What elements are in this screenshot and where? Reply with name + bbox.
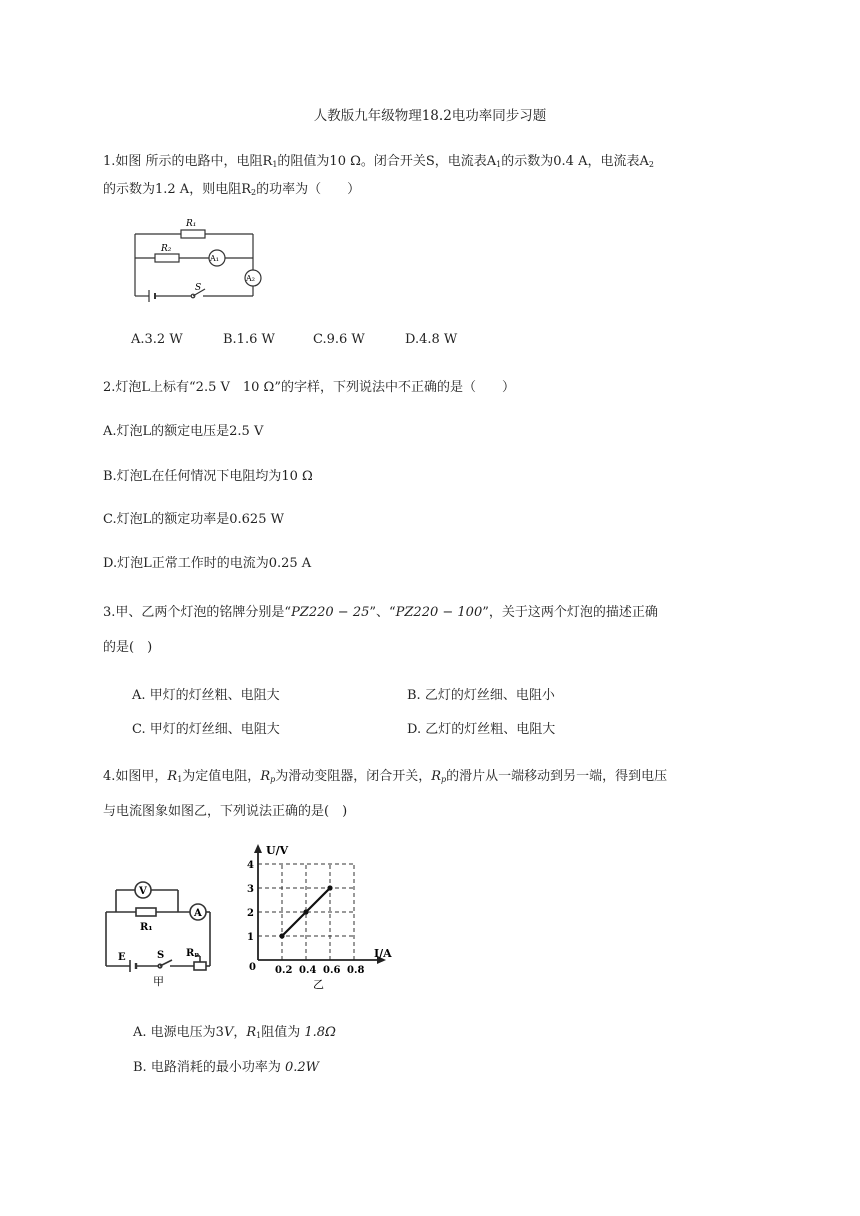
q2-option-b: B.灯泡L在任何情况下电阻均为10 Ω: [103, 469, 313, 484]
q1-option-b: B.1.6 W: [223, 332, 275, 347]
data-point: [327, 885, 332, 890]
r2-label: R₂: [161, 244, 172, 254]
r1-label: R₁: [140, 922, 153, 933]
y-tick-label: 3: [247, 884, 254, 895]
q4-option-b: B. 电路消耗的最小功率为 0.2W: [133, 1060, 320, 1075]
q4-circuit-diagram: [98, 872, 222, 990]
a1-label: A₁: [210, 254, 219, 263]
q1-options: [131, 332, 457, 347]
q4-ui-graph: [244, 836, 404, 992]
switch-label: S: [195, 283, 202, 293]
q2-stem: 2.灯泡L上标有“2.5 V 10 Ω”的字样，下列说法中不正确的是（ ）: [103, 380, 515, 395]
q1-stem-line1: 1.如图 所示的电路中，电阻$R_1$的阻值为10 Ω。闭合开关S，电流表$A_1$的示数为0.4 A，电流表$A_2$: [103, 154, 654, 169]
q1-stem-line2: 的示数为1.2 A，则电阻$R_2$的功率为（ ）: [103, 182, 361, 197]
x-axis-label: I/A: [374, 947, 392, 960]
page-title: 人教版九年级物理18.2电功率同步习题: [313, 108, 547, 124]
y-axis-label: U/V: [266, 844, 289, 857]
switch-label: S: [157, 950, 165, 961]
x-tick-label: 0.8: [347, 965, 365, 976]
y-tick-label: 1: [247, 932, 254, 943]
q3-option-a: A. 甲灯的灯丝粗、电阻大: [132, 688, 280, 703]
figure-yi-caption: 乙: [313, 978, 324, 991]
graph-axes: [254, 844, 386, 964]
origin-label: 0: [249, 962, 256, 973]
q3-option-d: D. 乙灯的灯丝粗、电阻大: [407, 722, 556, 737]
r1-label: R₁: [186, 219, 197, 229]
q3-stem-line1: 3.甲、乙两个灯泡的铭牌分别是“PZ220 − 25”、“PZ220 − 100”，关于这两个灯泡的描述正确: [103, 605, 658, 620]
voltmeter-label: V: [139, 886, 147, 897]
ammeter-label: A: [194, 908, 202, 919]
a2-label: A₂: [246, 274, 255, 283]
data-point: [279, 933, 284, 938]
q1-circuit-diagram: [125, 214, 270, 304]
x-tick-label: 0.4: [299, 965, 317, 976]
q2-option-a: A.灯泡L的额定电压是2.5 V: [103, 424, 264, 439]
x-tick-label: 0.2: [275, 965, 293, 976]
q3-option-c: C. 甲灯的灯丝细、电阻大: [132, 722, 280, 737]
q3-option-b: B. 乙灯的灯丝细、电阻小: [407, 688, 555, 703]
q4-stem-line2: 与电流图象如图乙，下列说法正确的是( ): [103, 804, 348, 819]
q1-option-d: D.4.8 W: [405, 332, 458, 347]
rp-label: Rₚ: [186, 948, 200, 959]
figure-jia-caption: 甲: [153, 975, 164, 988]
q1-option-a: A.3.2 W: [131, 332, 183, 347]
battery-label: E: [118, 952, 126, 963]
data-point: [303, 909, 308, 914]
q2-option-d: D.灯泡L正常工作时的电流为0.25 A: [103, 556, 312, 571]
x-tick-label: 0.6: [323, 965, 341, 976]
y-tick-label: 2: [247, 908, 254, 919]
q4-stem-line1: 4.如图甲，$R_1$为定值电阻，$R_p$为滑动变阻器，闭合开关，$R_p$的滑片从一端移动到另一端，得到电压: [103, 769, 668, 784]
y-tick-label: 4: [247, 860, 254, 871]
q3-stem-line2: 的是( ): [103, 640, 153, 655]
q1-option-c: C.9.6 W: [313, 332, 365, 347]
q2-option-c: C.灯泡L的额定功率是0.625 W: [103, 512, 284, 527]
q4-option-a: A. 电源电压为3V，$R_1$阻值为 1.8Ω: [133, 1025, 336, 1040]
